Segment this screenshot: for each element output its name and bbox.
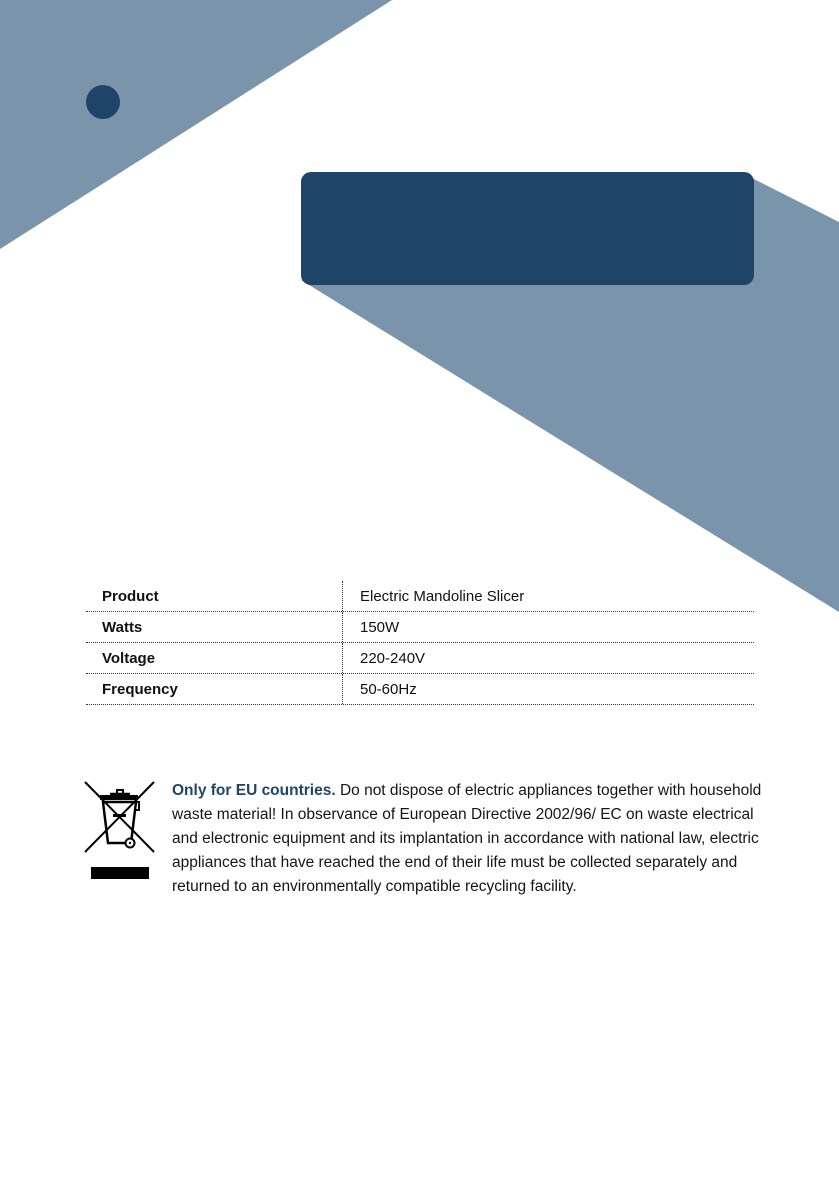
- spec-value: 150W: [360, 618, 400, 636]
- eu-notice-body: Do not dispose of electric appliances together with household waste material! In observance of European Directive 2002/96/ EC on waste electrical and electronic equipment and its implantation in accordance with national law, electric appliances that have reached the end of their life must be collected separately and returned to an environmentally compatible recycling facility.: [172, 782, 762, 895]
- spec-row-product: [86, 581, 754, 612]
- crossed-out-wheelie-bin-icon: [84, 780, 156, 882]
- spec-label: Product: [86, 581, 343, 611]
- spec-row-frequency: [86, 674, 754, 705]
- spec-value: 50-60Hz: [360, 680, 417, 698]
- spec-label: Watts: [86, 612, 343, 642]
- eu-disposal-notice: [172, 779, 762, 899]
- spec-row-watts: [86, 612, 754, 643]
- spec-row-voltage: [86, 643, 754, 674]
- spec-value: Electric Mandoline Slicer: [360, 587, 525, 605]
- title-banner: [301, 172, 754, 285]
- spec-label: Frequency: [86, 674, 343, 704]
- decorative-dot: [86, 85, 120, 119]
- spec-label: Voltage: [86, 643, 343, 673]
- eu-notice-lead: Only for EU countries.: [172, 782, 336, 799]
- spec-table: [86, 581, 754, 705]
- spec-value: 220-240V: [360, 649, 426, 667]
